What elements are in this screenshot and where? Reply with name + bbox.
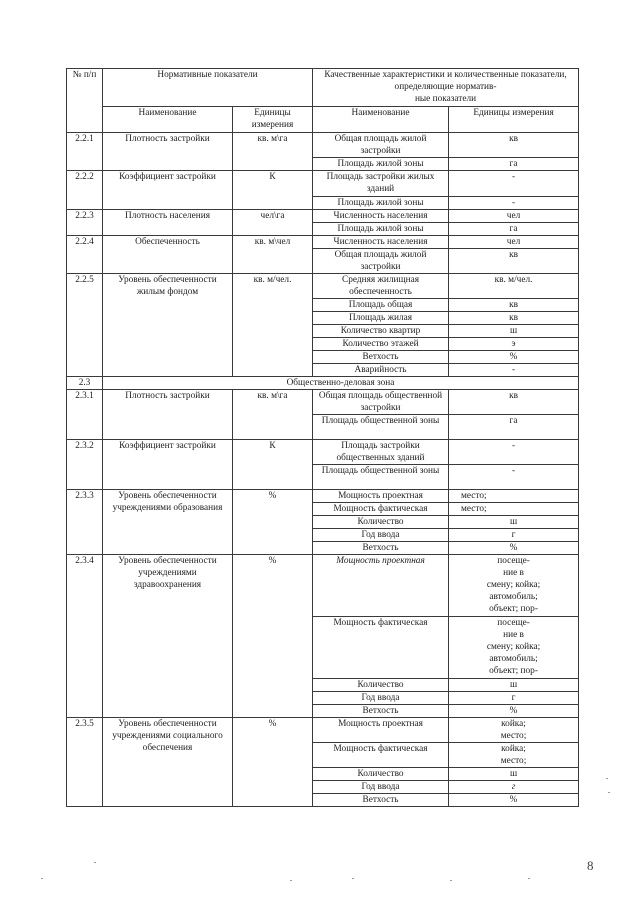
quality-name: Площадь общественной зоны xyxy=(313,415,449,440)
indicator-unit: кв. м\га xyxy=(233,133,313,171)
quality-name: Площадь жилой зоны xyxy=(313,197,449,210)
indicator-unit: % xyxy=(233,555,313,718)
quality-name: Мощность проектная xyxy=(313,490,449,503)
quality-name: Численность населения xyxy=(313,210,449,223)
section-title: Общественно-деловая зона xyxy=(103,377,579,390)
table-row xyxy=(67,274,579,299)
quality-unit: койка; место; xyxy=(449,718,579,743)
quality-unit: кв xyxy=(449,299,579,312)
row-number: 2.3.4 xyxy=(67,555,103,718)
indicator-name: Обеспеченность xyxy=(103,236,233,274)
table-header-row xyxy=(67,69,579,107)
quality-unit: ш xyxy=(449,325,579,338)
quality-name: Количество xyxy=(313,768,449,781)
table-row xyxy=(67,390,579,415)
indicator-name: Уровень обеспеченности учреждениями здравоохранения xyxy=(103,555,233,718)
row-number: 2.2.1 xyxy=(67,133,103,171)
indicator-name: Плотность застройки xyxy=(103,390,233,440)
quality-name: Мощность фактическая xyxy=(313,617,449,679)
quality-name: Общая площадь жилой застройки xyxy=(313,249,449,274)
quality-name: Площадь жилой зоны xyxy=(313,223,449,236)
quality-name: Ветхость xyxy=(313,705,449,718)
table-row xyxy=(67,718,579,743)
quality-name: Численность населения xyxy=(313,236,449,249)
header-num: № п/п xyxy=(67,69,103,133)
quality-name: Год ввода xyxy=(313,781,449,794)
quality-unit: кв xyxy=(449,390,579,415)
header-quality: Качественные характеристики и количественные показатели, определяющие норматив- ные показатели xyxy=(313,69,579,107)
row-number: 2.2.4 xyxy=(67,236,103,274)
section-number: 2.3 xyxy=(67,377,103,390)
header-qname: Наименование xyxy=(313,107,449,133)
quality-name: Год ввода xyxy=(313,529,449,542)
quality-unit: % xyxy=(449,351,579,364)
quality-name: Количество этажей xyxy=(313,338,449,351)
scan-speck xyxy=(608,792,610,793)
quality-name: Мощность проектная xyxy=(313,718,449,743)
scan-speck xyxy=(450,880,452,881)
quality-name: Общая площадь жилой застройки xyxy=(313,133,449,158)
row-number: 2.2.3 xyxy=(67,210,103,236)
scan-speck xyxy=(528,878,530,879)
quality-unit: э xyxy=(449,338,579,351)
row-number: 2.2.2 xyxy=(67,171,103,210)
table-row xyxy=(67,555,579,617)
quality-name: Год ввода xyxy=(313,692,449,705)
quality-name: Мощность фактическая xyxy=(313,743,449,768)
quality-unit: чел xyxy=(449,210,579,223)
quality-name: Ветхость xyxy=(313,794,449,807)
quality-unit: - xyxy=(449,171,579,197)
quality-name: Мощность фактическая xyxy=(313,503,449,516)
indicator-unit: % xyxy=(233,490,313,555)
indicator-name: Плотность населения xyxy=(103,210,233,236)
quality-unit: г xyxy=(449,781,579,794)
scan-speck xyxy=(290,880,292,881)
quality-unit: - xyxy=(449,364,579,377)
row-number: 2.3.1 xyxy=(67,390,103,440)
quality-name: Ветхость xyxy=(313,542,449,555)
quality-unit: га xyxy=(449,415,579,440)
quality-unit: га xyxy=(449,223,579,236)
quality-unit: чел xyxy=(449,236,579,249)
scan-speck xyxy=(352,878,354,879)
quality-unit: - xyxy=(449,197,579,210)
quality-unit: кв xyxy=(449,249,579,274)
header-units: Единицы измерения xyxy=(233,107,313,133)
quality-unit: - xyxy=(449,440,579,465)
quality-unit: ш xyxy=(449,768,579,781)
quality-name: Площадь общая xyxy=(313,299,449,312)
quality-unit: место; xyxy=(449,503,579,516)
table-row xyxy=(67,133,579,158)
quality-unit: ш xyxy=(449,679,579,692)
table-row xyxy=(67,210,579,223)
header-name: Наименование xyxy=(103,107,233,133)
indicator-unit: К xyxy=(233,440,313,490)
row-number: 2.3.5 xyxy=(67,718,103,807)
quality-unit: койка; место; xyxy=(449,743,579,768)
page-number: 8 xyxy=(587,858,594,873)
indicator-name: Коэффициент застройки xyxy=(103,440,233,490)
section-row xyxy=(67,377,579,390)
quality-name: Площадь жилая xyxy=(313,312,449,325)
table-row xyxy=(67,171,579,197)
table-row xyxy=(67,490,579,503)
quality-name: Количество xyxy=(313,679,449,692)
quality-unit: г xyxy=(449,692,579,705)
quality-name: Площадь застройки жилых зданий xyxy=(313,171,449,197)
quality-name: Площадь общественной зоны xyxy=(313,465,449,490)
indicator-unit: % xyxy=(233,718,313,807)
scan-speck xyxy=(606,778,608,779)
scan-speck xyxy=(41,878,43,879)
row-number: 2.3.2 xyxy=(67,440,103,490)
scan-speck xyxy=(94,862,96,863)
quality-unit: г xyxy=(449,529,579,542)
header-normative: Нормативные показатели xyxy=(103,69,313,107)
quality-unit: посеще- ние в смену; койка; автомобиль; объект; пор- xyxy=(449,555,579,617)
quality-unit: га xyxy=(449,158,579,171)
row-number: 2.3.3 xyxy=(67,490,103,555)
quality-name: Количество xyxy=(313,516,449,529)
quality-unit: % xyxy=(449,794,579,807)
table-row xyxy=(67,236,579,249)
row-number: 2.2.5 xyxy=(67,274,103,377)
quality-name: Ветхость xyxy=(313,351,449,364)
indicator-unit: К xyxy=(233,171,313,210)
quality-name: Мощность проектная xyxy=(313,555,449,617)
quality-name: Общая площадь общественной застройки xyxy=(313,390,449,415)
indicator-name: Уровень обеспеченности жилым фондом xyxy=(103,274,233,377)
quality-unit: место; xyxy=(449,490,579,503)
quality-unit: % xyxy=(449,705,579,718)
normative-indicators-table xyxy=(66,68,579,807)
quality-name: Средняя жилищная обеспеченность xyxy=(313,274,449,299)
indicator-name: Коэффициент застройки xyxy=(103,171,233,210)
indicator-unit: кв. м\га xyxy=(233,390,313,440)
quality-unit: посеще- ние в смену; койка; автомобиль; объект; пор- xyxy=(449,617,579,679)
quality-name: Количество квартир xyxy=(313,325,449,338)
quality-unit: % xyxy=(449,542,579,555)
table-subheader-row xyxy=(67,107,579,133)
quality-unit: кв xyxy=(449,133,579,158)
header-qunits: Единицы измерения xyxy=(449,107,579,133)
indicator-unit: кв. м/чел. xyxy=(233,274,313,377)
table-row xyxy=(67,440,579,465)
indicator-unit: чел\га xyxy=(233,210,313,236)
quality-unit: ш xyxy=(449,516,579,529)
quality-name: Площадь жилой зоны xyxy=(313,158,449,171)
quality-name: Аварийность xyxy=(313,364,449,377)
indicator-name: Уровень обеспеченности учреждениями образования xyxy=(103,490,233,555)
quality-unit: - xyxy=(449,465,579,490)
quality-unit: кв. м/чел. xyxy=(449,274,579,299)
indicator-name: Уровень обеспеченности учреждениями социального обеспечения xyxy=(103,718,233,807)
quality-name: Площадь застройки общественных зданий xyxy=(313,440,449,465)
indicator-name: Плотность застройки xyxy=(103,133,233,171)
quality-unit: кв xyxy=(449,312,579,325)
indicator-unit: кв. м\чел xyxy=(233,236,313,274)
